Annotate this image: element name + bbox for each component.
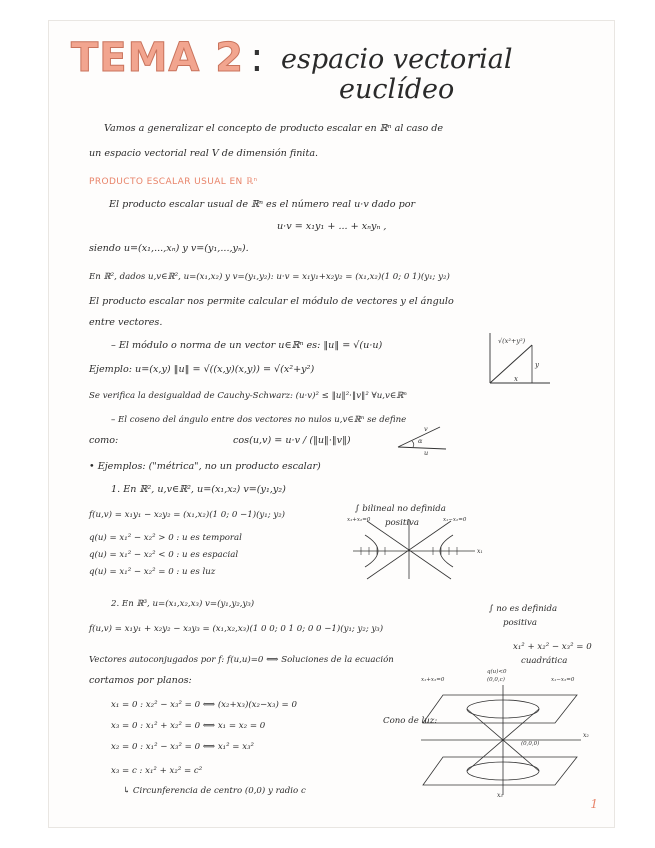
intro-line-2: un espacio vectorial real V de dimensión finita. [89,148,319,159]
coseno-line-1: – El coseno del ángulo entre dos vectores no nulos u,v∈ℝⁿ se define [111,415,407,425]
cortamos-line: cortamos por planos: [89,675,192,686]
norm-y-label: y [535,361,539,369]
quadric-equation: x₁² + x₂² − x₃² = 0 [513,642,592,652]
hyperbola-diagram [347,515,487,581]
bilinear-note-1: ∫ bilineal no definida [355,504,446,514]
light-cone-diagram [421,665,591,797]
cone-q-label: q(u)<0 [487,669,507,675]
cauchy-schwarz-line: Se verifica la desigualdad de Cauchy-Schwarz: (u·v)² ≤ ‖u‖²·‖v‖² ∀u,v∈ℝⁿ [89,391,407,401]
bilinear-note-2: positiva [385,518,420,528]
quadric-label: cuadrática [521,656,568,666]
angle-alpha-label: α [418,437,423,445]
cone-label: Cono de luz: [383,716,438,726]
r2-example-line: En ℝ², dados u,v∈ℝ², u=(x₁,x₂) y v=(y₁,y₂): u·v = x₁y₁+x₂y₂ = (x₁,x₂)(1 0; 0 1)(y₁; y₂) [89,272,450,282]
ejemplos-heading: • Ejemplos: ("métrica", no un producto escalar) [89,461,321,472]
dot-product-formula: u·v = x₁y₁ + ... + xₙyₙ , [277,221,387,232]
bilinear-form-1: f(u,v) = x₁y₁ − x₂y₂ = (x₁,x₂)(1 0; 0 −1)(y₁; y₂) [89,510,286,520]
circle-line: ↳ Circunferencia de centro (0,0) y radio c [123,786,306,796]
modulo-line: – El módulo o norma de un vector u∈ℝⁿ es: ‖u‖ = √(u·u) [111,340,383,351]
ejemplo-norm-line: Ejemplo: u=(x,y) ‖u‖ = √((x,y)(x,y)) = √(x²+y²) [89,364,315,375]
norm-x-label: x [514,375,518,383]
angle-figure [394,423,454,455]
angle-u-label: u [424,449,429,457]
intro-line-1: Vamos a generalizar el concepto de producto escalar en ℝⁿ al caso de [104,123,444,134]
title-tema-text: TEMA 2 [71,35,245,81]
cone-line-label-2: x₁−x₃=0 [551,677,575,683]
title-tema [71,35,265,81]
hyperbola-line-label-2: x₁−x₂=0 [443,517,467,523]
coseno-line-2: como: [89,435,119,446]
bilinear-form-2: f(u,v) = x₁y₁ + x₂y₂ − x₃y₃ = (x₁,x₂,x₃)(1 0 0; 0 1 0; 0 0 −1)(y₁; y₂; y₃) [89,624,384,634]
cosine-formula: cos(u,v) = u·v / (‖u‖·‖v‖) [233,435,351,446]
notebook-page [48,20,615,828]
title-subtitle-line1: espacio vectorial [281,44,513,75]
page-number: 1 [590,797,598,811]
ejemplo-1-line: 1. En ℝ², u,v∈ℝ², u=(x₁,x₂) v=(y₁,y₂) [111,484,286,495]
cone-origin-label: (0,0,0) [521,741,540,747]
cone-line-label-1: x₁+x₃=0 [421,677,445,683]
nodef-note-2: positiva [503,618,538,628]
permite-line-1: El producto escalar nos permite calcular el módulo de vectores y el ángulo [89,296,454,307]
hyperbola-line-label-1: x₁+x₂=0 [347,517,371,523]
q-luz: q(u) = x₁² − x₂² = 0 : u es luz [89,567,216,577]
permite-line-2: entre vectores. [89,317,163,328]
title-subtitle-line2: euclídeo [339,74,455,105]
q-temporal: q(u) = x₁² − x₂² > 0 : u es temporal [89,533,242,543]
autoconjugados-line: Vectores autoconjugados por f: f(u,u)=0 ⟺ Soluciones de la ecuación [89,655,394,665]
angle-v-label: v [424,425,428,433]
cone-top-point: (0,0,c) [487,677,505,683]
section-heading: PRODUCTO ESCALAR USUAL EN ℝⁿ [89,177,258,187]
cone-x3-label: x₃ [497,792,503,799]
norm-figure [484,331,554,387]
plane-x2: x₂ = 0 : x₁² − x₃² = 0 ⟺ x₁² = x₃² [111,742,254,752]
norm-hyp-label: √(x²+y²) [498,337,526,345]
q-espacial: q(u) = x₁² − x₂² < 0 : u es espacial [89,550,239,560]
plane-x3: x₃ = 0 : x₁² + x₂² = 0 ⟺ x₁ = x₂ = 0 [111,721,266,731]
hyperbola-axis-label: x₁ [477,548,483,555]
plane-x3-c: x₃ = c : x₁² + x₂² = c² [111,766,203,776]
siendo-line: siendo u=(x₁,...,xₙ) y v=(y₁,...,yₙ). [89,243,249,254]
definition-line: El producto escalar usual de ℝⁿ es el número real u·v dado por [109,199,416,210]
nodef-note-1: ∫ no es definida [489,604,558,614]
plane-x1: x₁ = 0 : x₂² − x₃² = 0 ⟺ (x₂+x₃)(x₂−x₃) = 0 [111,700,297,710]
ejemplo-2-line: 2. En ℝ³, u=(x₁,x₂,x₃) v=(y₁,y₂,y₃) [111,599,255,609]
title-colon: : [250,35,265,81]
cone-x2-label: x₂ [583,732,589,739]
